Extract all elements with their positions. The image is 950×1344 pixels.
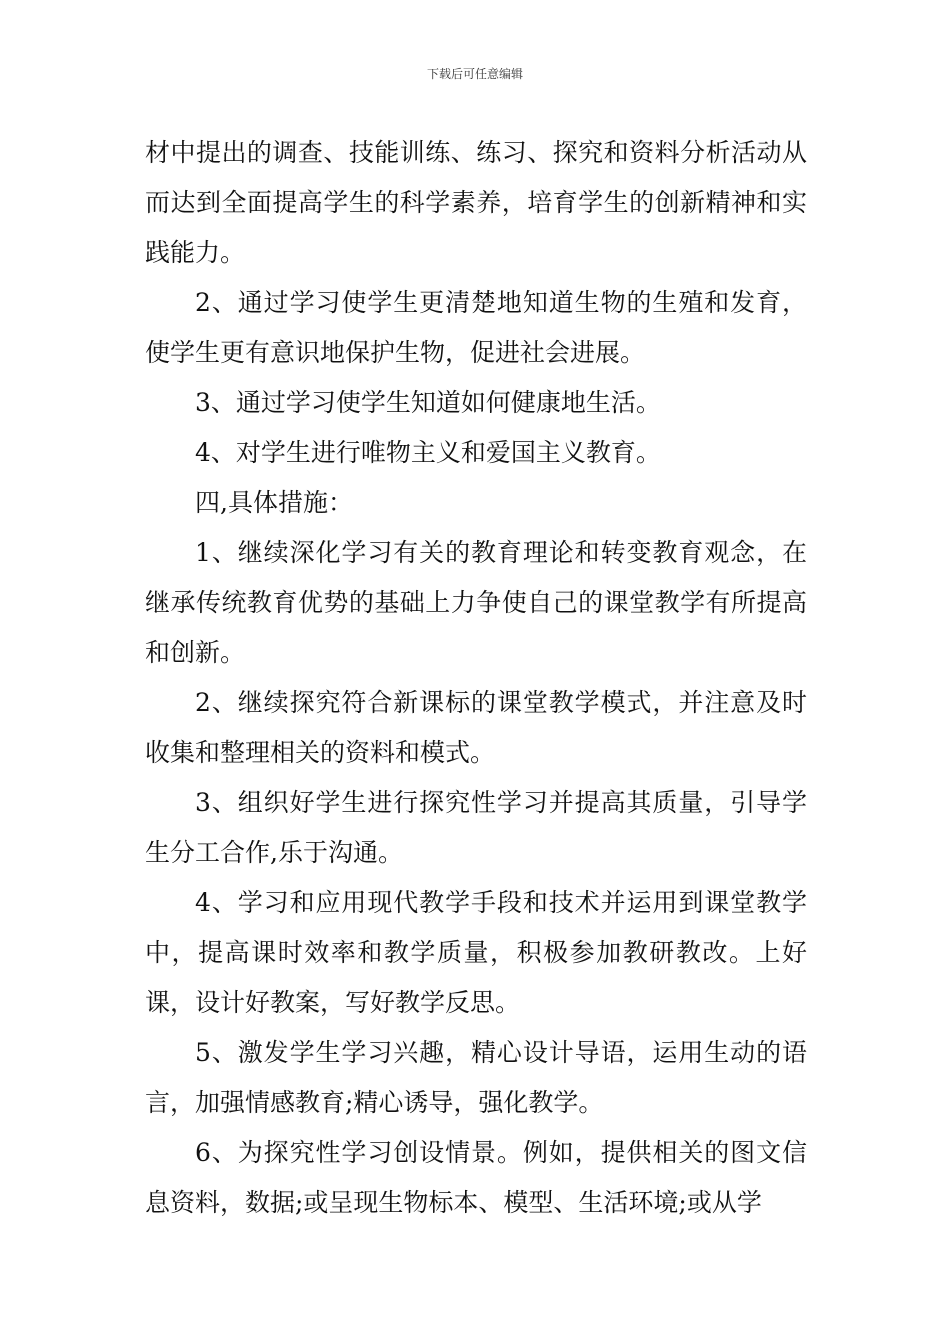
paragraph: 4、学习和应用现代教学手段和技术并运用到课堂教学中，提高课时效率和教学质量，积极参加教研教改。上好课，设计好教案，写好教学反思。 [145, 888, 807, 1017]
paragraph: 2、继续探究符合新课标的课堂教学模式，并注意及时收集和整理相关的资料和模式。 [145, 688, 807, 767]
section-heading: 四,具体措施： [195, 488, 353, 517]
paragraph: 5、激发学生学习兴趣，精心设计导语，运用生动的语言，加强情感教育;精心诱导，强化教学。 [145, 1038, 807, 1117]
paragraph: 3、通过学习使学生知道如何健康地生活。 [195, 388, 661, 417]
page-header: 下载后可任意编辑 [426, 67, 523, 81]
document-body [145, 128, 807, 1228]
paragraph: 6、为探究性学习创设情景。例如，提供相关的图文信息资料，数据;或呈现生物标本、模型、生活环境;或从学 [145, 1138, 807, 1217]
paragraph: 3、组织好学生进行探究性学习并提高其质量，引导学生分工合作,乐于沟通。 [145, 788, 807, 867]
paragraph: 1、继续深化学习有关的教育理论和转变教育观念，在继承传统教育优势的基础上力争使自己的课堂教学有所提高和创新。 [145, 538, 807, 667]
paragraph: 2、通过学习使学生更清楚地知道生物的生殖和发育，使学生更有意识地保护生物，促进社会进展。 [145, 288, 807, 367]
paragraph: 材中提出的调查、技能训练、练习、探究和资料分析活动从而达到全面提高学生的科学素养，培育学生的创新精神和实践能力。 [145, 138, 807, 267]
paragraph: 4、对学生进行唯物主义和爱国主义教育。 [195, 438, 661, 467]
